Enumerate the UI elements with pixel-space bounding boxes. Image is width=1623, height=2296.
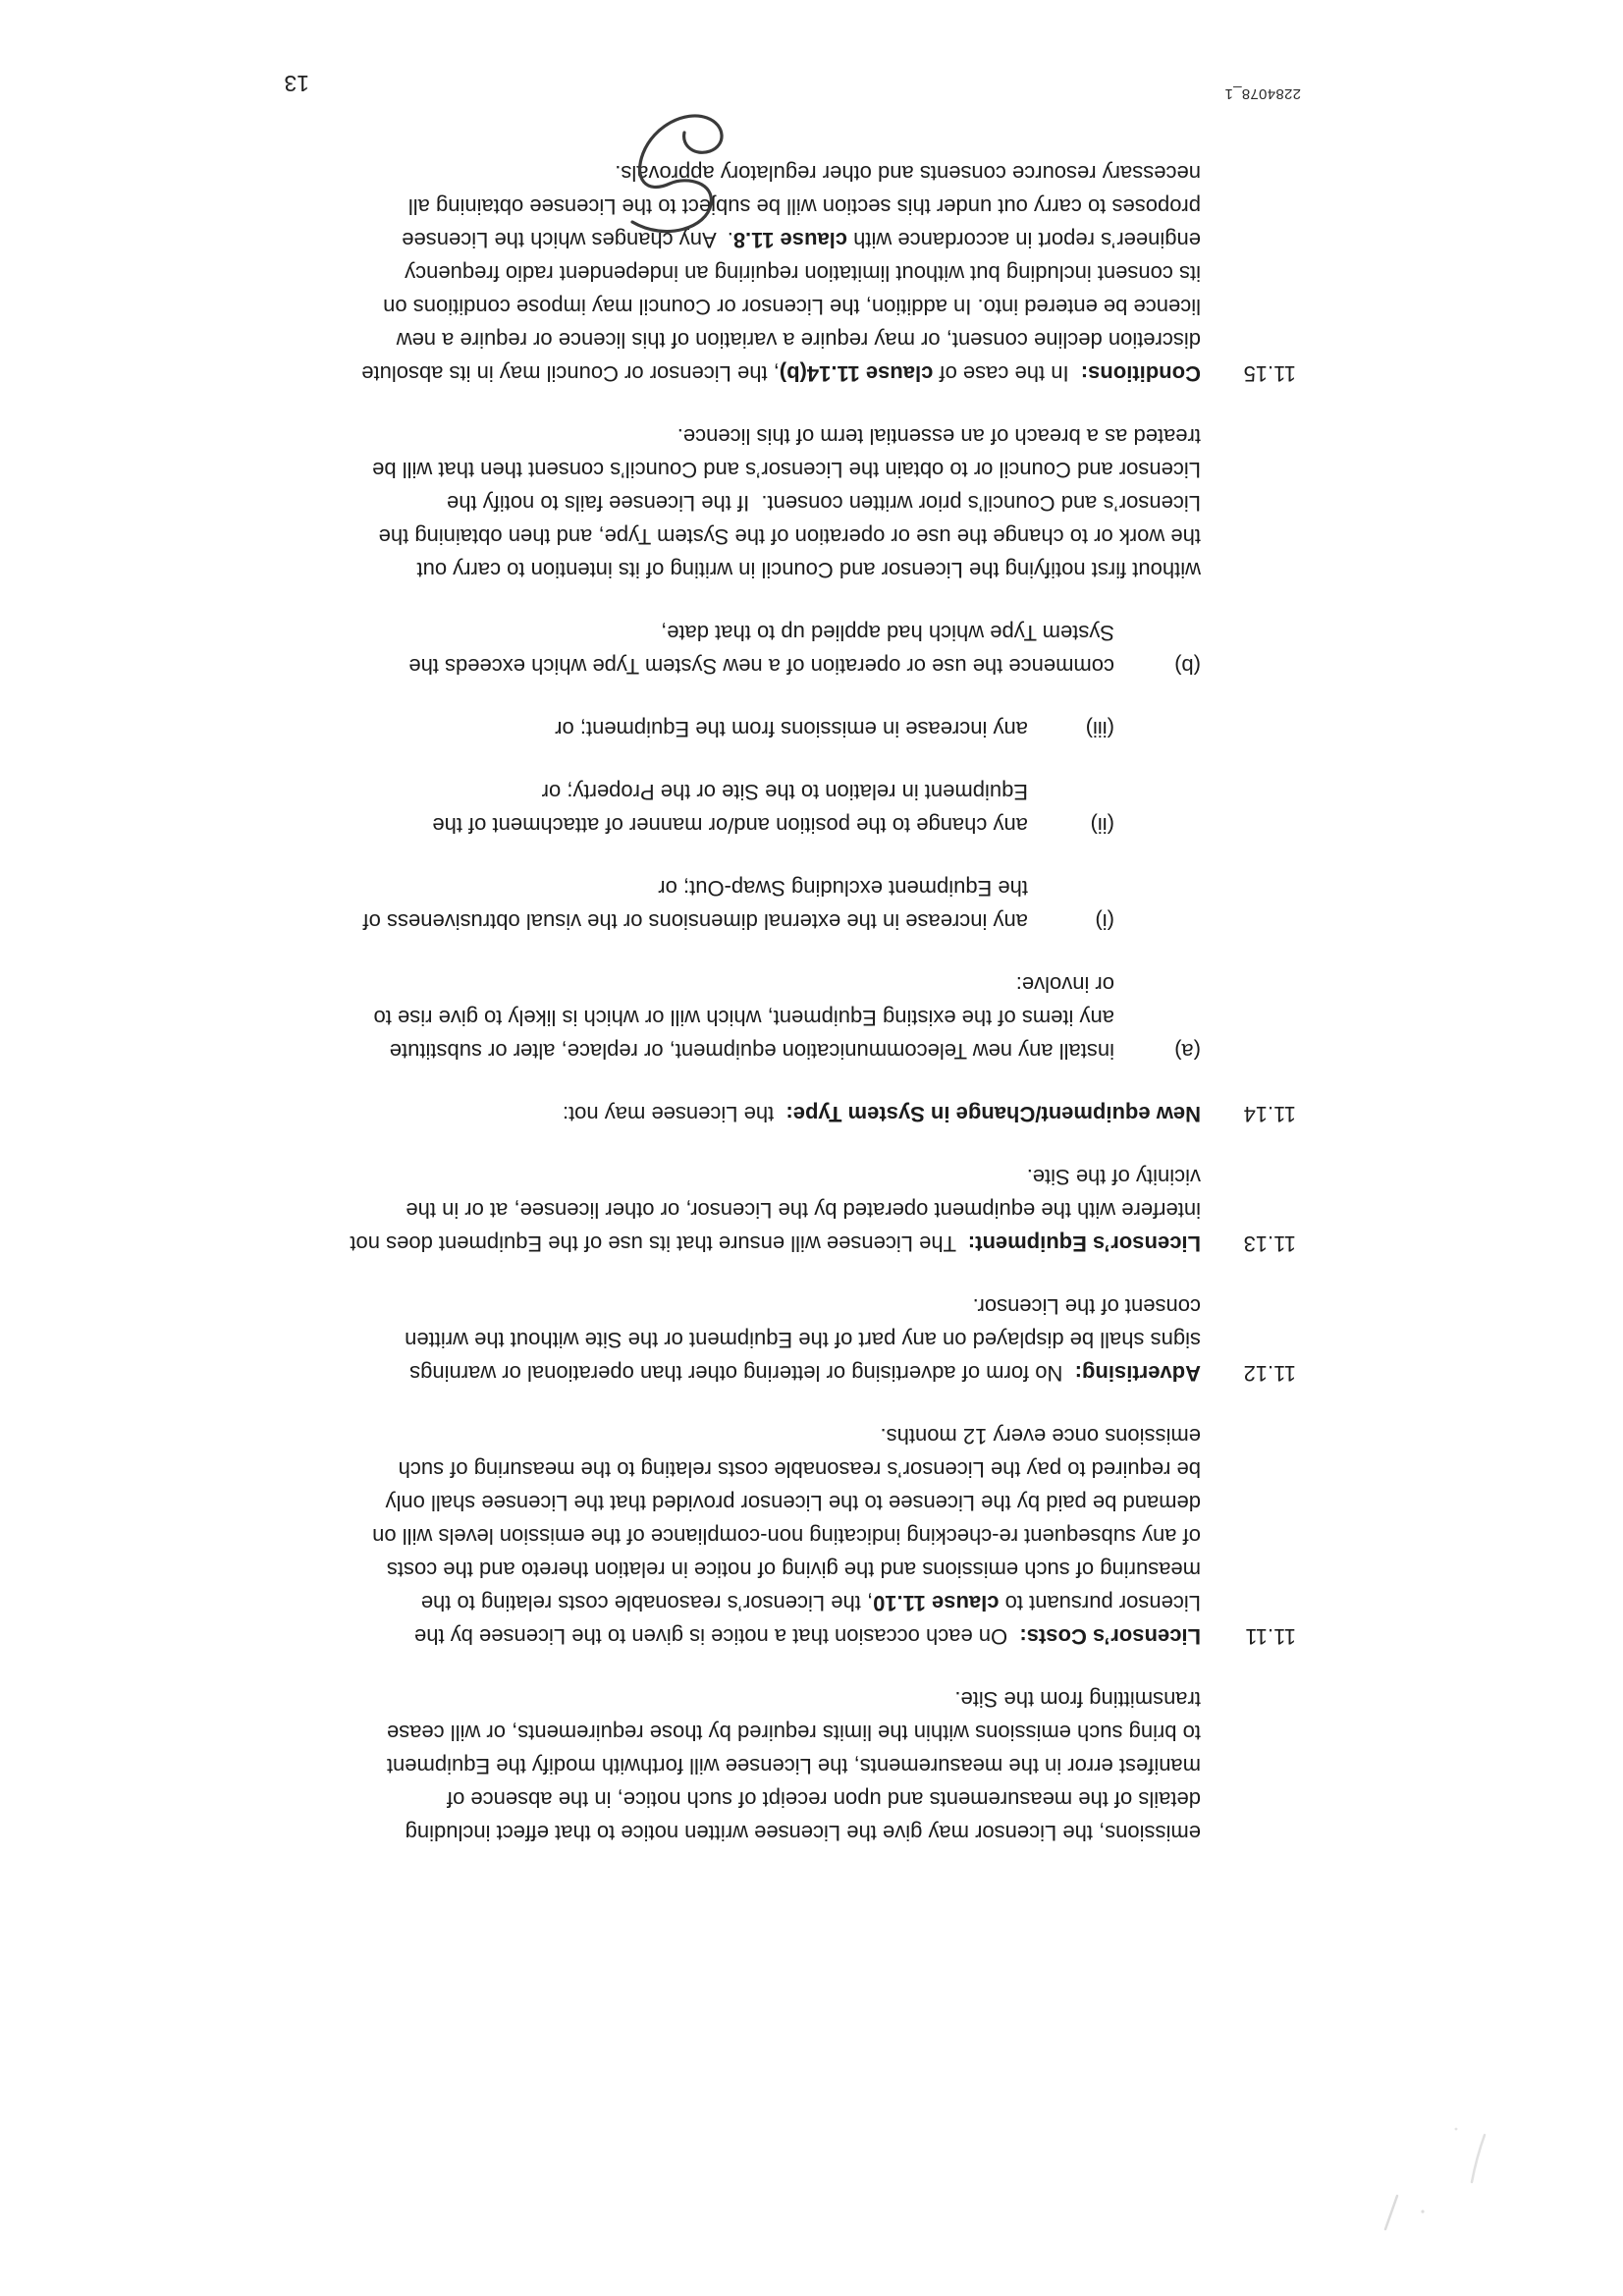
list-item-i <box>209 871 1201 938</box>
text-line: proposes to carry out under this section will be subject to the Licensee obtaining all <box>407 194 1201 219</box>
clause-number: 11.12 <box>1243 1361 1296 1386</box>
list-marker: (i) <box>1095 909 1114 934</box>
text-line: vicinity of the Site. <box>1026 1165 1201 1189</box>
text-line: Conditions: In the case of clause 11.14(b), the Licensor or Council may in its absolute <box>361 361 1201 386</box>
text-line: Licensor’s Equipment: The Licensee will ensure that its use of the Equipment does not <box>350 1231 1201 1256</box>
list-marker: (ii) <box>1090 813 1114 838</box>
list-item-a <box>209 967 1201 1067</box>
text-line: install any new Telecommunication equipment, or replace, alter or substitute <box>389 1039 1114 1064</box>
list-item-b <box>209 616 1201 683</box>
text-line: Licensor’s Costs: On each occasion that a notice is given to the Licensee by the <box>414 1624 1201 1649</box>
text-line: the work or to change the use or operation of the System Type, and then obtaining the <box>378 524 1201 549</box>
text-line: signs shall be displayed on any part of the Equipment or the Site without the written <box>405 1328 1201 1352</box>
list-marker: (a) <box>1174 1039 1201 1064</box>
text-line: demand be paid by the Licensee to the Licensor provided that the Licensee shall only <box>385 1491 1201 1515</box>
text-line: engineer’s report in accordance with clause 11.8. Any changes which the Licensee <box>402 228 1201 252</box>
text-line: Equipment in relation to the Site or the Property; or <box>541 780 1028 804</box>
text-line: necessary resource consents and other regulatory approvals. <box>615 161 1201 186</box>
continuation-paragraph <box>209 1682 1201 1849</box>
text-line: discretion decline consent, or may require a variation of this licence or require a new <box>396 328 1201 353</box>
handwritten-initial-mark <box>602 88 734 236</box>
text-line: manifest error in the measurements, the Licensee will forthwith modify the Equipment <box>386 1754 1201 1778</box>
text-line: interfere with the equipment operated by the Licensor, or other licensee, at or in the <box>406 1198 1201 1223</box>
pencil-marks <box>1348 2116 1495 2239</box>
doc-reference: 2284078_1 <box>1224 85 1301 102</box>
clause-number: 11.14 <box>1243 1102 1296 1126</box>
clause-11-14-tail-paragraph <box>209 419 1201 586</box>
text-line: Licensor and Council or to obtain the Licensor’s and Council’s consent then that will be <box>372 458 1201 482</box>
list-item-iii <box>209 712 1201 745</box>
text-line: be required to pay the Licensor’s reasonable costs relating to the measuring of such <box>398 1457 1201 1482</box>
text-line: any items of the existing Equipment, which will or which is likely to give rise to <box>373 1006 1114 1030</box>
list-marker: (iii) <box>1085 717 1114 741</box>
text-line: any increase in the external dimensions or the visual obtrusiveness of <box>362 909 1028 934</box>
page-number: 13 <box>284 71 309 96</box>
text-line: Advertising: No form of advertising or lettering other than operational or warnings <box>409 1361 1201 1386</box>
text-line: any change to the position and/or manner of attachment of the <box>432 813 1028 838</box>
list-item-ii <box>209 775 1201 842</box>
text-line: commence the use or operation of a new System Type which exceeds the <box>408 654 1114 679</box>
text-line: details of the measurements and upon receipt of such notice, in the absence of <box>446 1787 1201 1812</box>
text-line: System Type which had applied up to that date, <box>661 621 1114 645</box>
text-line: licence be entered into. In addition, the Licensor or Council may impose conditions on <box>383 295 1201 319</box>
clause-11.11 <box>209 1419 1296 1653</box>
clause-number: 11.11 <box>1245 1624 1296 1649</box>
text-line: or involve: <box>1015 972 1114 997</box>
clause-number: 11.13 <box>1243 1231 1296 1256</box>
text-line: without first notifying the Licensor and Council in writing of its intention to carry out <box>416 558 1201 582</box>
text-line: Licensor’s and Council’s prior written consent. If the Licensee fails to notify the <box>447 491 1201 516</box>
text-line: emissions, the Licensor may give the Licensee written notice to that effect including <box>405 1821 1201 1845</box>
text-line: treated as a breach of an essential term of this licence. <box>676 424 1201 449</box>
clause-11.12 <box>209 1289 1296 1390</box>
text-line: Licensor pursuant to clause 11.10, the Licensor’s reasonable costs relating to the <box>420 1591 1201 1615</box>
text-line: emissions once every 12 months. <box>880 1424 1201 1449</box>
clause-11.14 <box>209 1097 1296 1130</box>
text-line: New equipment/Change in System Type: the Licensee may not: <box>562 1102 1201 1126</box>
text-line: its consent including but without limitation requiring an independent radio frequency <box>405 261 1201 286</box>
text-line: transmitting from the Site. <box>954 1687 1201 1712</box>
clause-number: 11.15 <box>1243 361 1296 386</box>
clause-11.13 <box>209 1160 1296 1260</box>
text-line: the Equipment excluding Swap-Out; or <box>658 876 1028 901</box>
list-marker: (b) <box>1174 654 1201 679</box>
text-line: to bring such emissions within the limits required by those requirements, or will cease <box>386 1721 1201 1745</box>
document-body <box>209 156 1296 1849</box>
text-line: consent of the Licensor. <box>972 1294 1201 1319</box>
text-line: any increase in emissions from the Equipment; or <box>555 717 1028 741</box>
text-line: of any subsequent re-checking indicating non-compliance of the emission levels will on <box>372 1524 1201 1549</box>
text-line: measuring of such emissions and the giving of notice in relation thereto and the costs <box>386 1558 1201 1582</box>
